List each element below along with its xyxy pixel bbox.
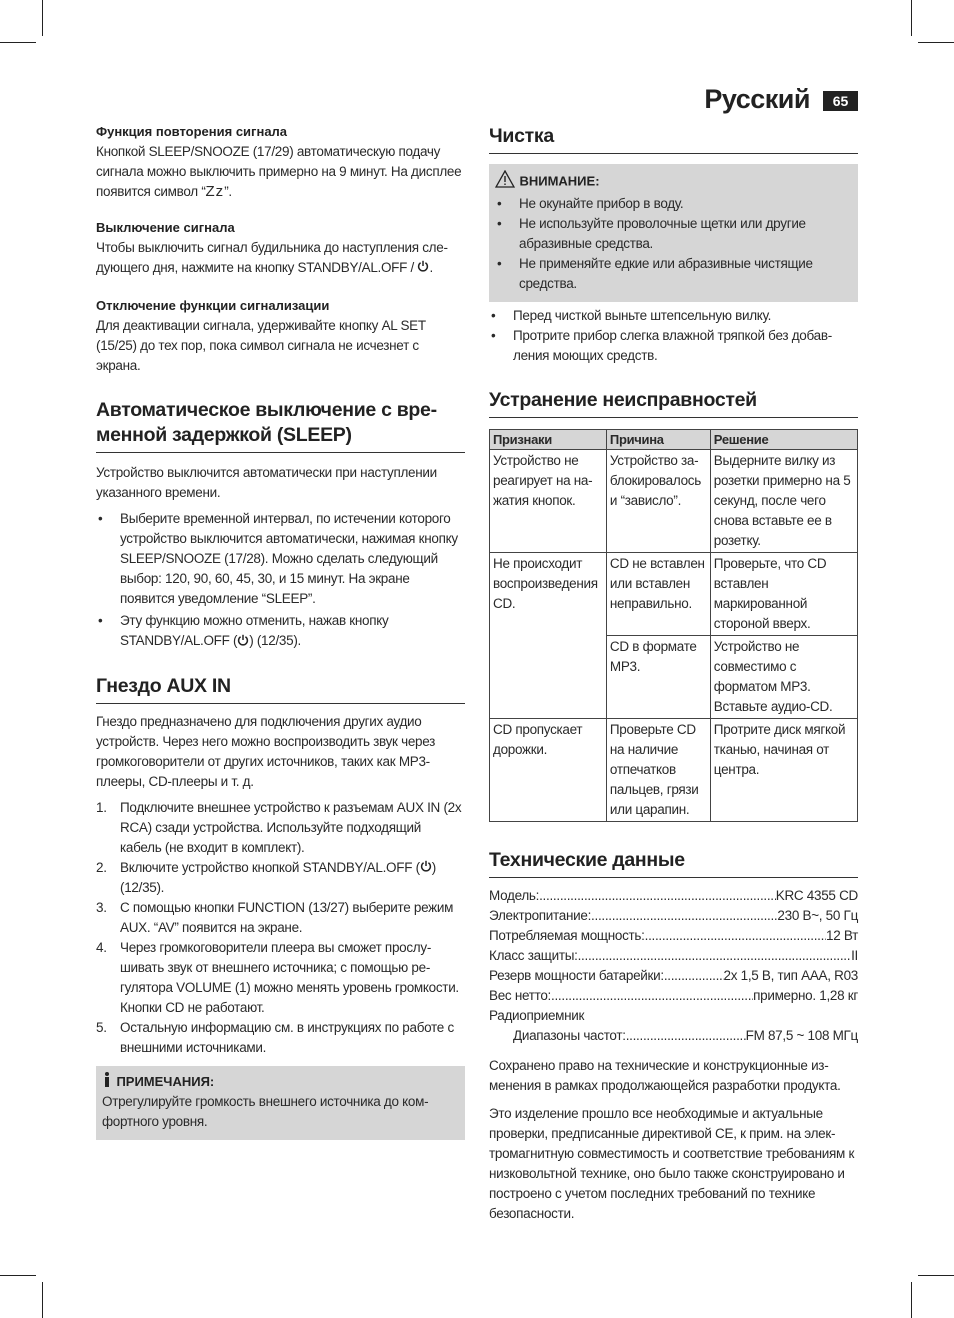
table-cell: Выдерните вилку из розетки примерно на 5 секунд, после чего снова вставьте ее в розетку. [710,450,857,553]
spec-row: Вес нетто: ..... примерно. 1,28 кг [489,986,858,1006]
spec-row: Электропитание: ..... 230 В~, 50 Гц [489,906,858,926]
table-cell: Проверьте CD на наличие отпечатков пальцев, грязи или царапин. [606,719,710,822]
deactivate-text: Для деактивации сигнала, удерживайте кнопку AL SET (15/25) до тех пор, пока символ сигнала не исчезнет с экрана. [96,318,426,374]
alarm-off-title: Выключение сигнала [96,220,235,235]
trouble-heading: Устранение неисправностей [489,388,858,418]
deactivate-title: Отключение функции сигнализации [96,298,330,314]
specs-list [489,886,858,1046]
table-cell: Устройство не реагирует на нажатия кнопок. [490,450,607,553]
table-cell: Протрите диск мягкой тканью, начиная от центра. [710,719,857,822]
compliance-text: Это изделение прошло все необходимые и актуальные проверки, предписанные директивой CE, к прим. на электромагнитную совместимость и соответствие требованиям к низковольтной технике, оно было также сконструировано и построено с учетом последних требований по технике безопасности. [489,1106,855,1221]
table-header-row [490,430,858,450]
list-item: • Не окунайте прибор в воду. [495,194,852,214]
table-cell: Устройство заблокировалось и “зависло”. [606,450,710,553]
note-text: Отрегулируйте громкость внешнего источника до комфортного уровня. [102,1094,429,1130]
snooze-symbol: Zz [205,183,225,200]
cleaning-heading: Чистка [489,124,858,154]
power-icon [417,258,429,278]
note-box [96,1066,465,1140]
table-row [490,450,858,553]
warning-list [495,194,852,294]
note-header [102,1072,459,1092]
sleep-heading: Автоматическое выключение с временной задержкой (SLEEP) [96,398,465,453]
list-item: 4. Через громкоговорители плеера вы сможет прослушивать звук от внешнего источника; с помощью регулятора VOLUME (1) можно менять уровень громкости. Кнопки CD не работают. [96,940,459,1016]
aux-heading: Гнездо AUX IN [96,674,465,704]
power-icon [420,858,432,878]
warning-header [495,170,852,193]
column-header: Причина [606,430,710,450]
spec-row: Резерв мощности батарейки: ..... 2x 1,5 В, тип AAA, R03 [489,966,858,986]
left-column [96,124,465,1140]
specs-heading: Технические данные [489,848,858,878]
warning-box [489,164,858,302]
crop-mark [0,1275,36,1276]
aux-steps [96,798,465,1058]
table-cell: Не происходит воспроизведения CD. [490,553,607,719]
table-cell: CD не вставлен или вставлен неправильно. [606,553,710,636]
table-cell: Проверьте, что CD вставлен маркированной стороной вверх. [710,553,857,636]
crop-mark [918,42,954,43]
repeat-text: Кнопкой SLEEP/SNOOZE (17/29) автоматическую подачу сигнала можно выключить примерно на 9 минут. На дисплее появится символ “Zz”. [96,144,462,200]
page-language-title: Русский [704,84,810,114]
table-cell: Устройство не совместимо с форматом MP3. Вставьте аудио-CD. [710,636,857,719]
spec-row: Класс защиты: ..... II [489,946,858,966]
spec-row: Потребляемая мощность: ..... 12 Вт [489,926,858,946]
right-column [489,124,858,1224]
spec-row: Модель: ..... KRC 4355 CD [489,886,858,906]
troubleshooting-table [489,429,858,822]
list-item: • Выберите временной интервал, по истечении которого устройство выключится автоматически, нажимая кнопку SLEEP/SNOOZE (17/28). Можно сделать следующий выбор: 120, 90, 60, 45, 30, и 15 минут. На экране появится уведомление “SLEEP”. [96,509,465,609]
sleep-bullets [96,509,465,651]
crop-mark [918,1275,954,1276]
list-item: • Протрите прибор слегка влажной тряпкой без добавления моющих средств. [489,326,858,366]
crop-mark [42,1282,43,1318]
table-row [490,719,858,822]
sleep-intro: Устройство выключится автоматически при наступлении указанного времени. [96,465,437,501]
table-row [490,553,858,636]
radio-label: Радиоприемник [489,1008,585,1023]
list-item: 2. Включите устройство кнопкой STANDBY/AL.OFF ( ) (12/35). [96,859,436,896]
list-item: 1. Подключите внешнее устройство к разъемам AUX IN (2x RCA) сзади устройства. Используйте подходящий кабель (не входит в комплект). [96,799,462,855]
alarm-off-text: Чтобы выключить сигнал будильника до наступления следующего дня, нажмите на кнопку STANDBY/AL.OFF / . [96,238,465,278]
column-header: Признаки [490,430,607,450]
page-number: 65 [823,91,858,111]
column-header: Решение [710,430,857,450]
list-item: 5. Остальную информацию см. в инструкциях по работе с внешними источниками. [96,1020,454,1056]
list-item: • Не применяйте едкие или абразивные чистящие средства. [495,254,852,294]
crop-mark [911,1282,912,1318]
power-icon [237,632,249,652]
note-title: ПРИМЕЧАНИЯ: [116,1074,215,1090]
list-item: 3. С помощью кнопки FUNCTION (13/27) выберите режим AUX. “AV” появится на экране. [96,900,454,936]
list-item: • Не используйте проволочные щетки или другие абразивные средства. [495,214,852,254]
warning-icon [495,170,515,193]
aux-intro: Гнездо предназначено для подключения других аудио устройств. Через него можно воспроизводить звук через громкоговорители от других источников, таких как MP3-плееры, CD-плееры и т. д. [96,713,436,789]
info-icon [102,1072,112,1092]
crop-mark [0,42,36,43]
list-item: • Эту функцию можно отменить, нажав кнопку STANDBY/AL.OFF ( ) (12/35). [96,611,465,651]
cleaning-list [489,306,858,366]
spec-row: Диапазоны частот: ..... FM 87,5 ~ 108 МГц [489,1026,858,1046]
crop-mark [42,0,43,36]
list-item: • Перед чисткой выньте штепсельную вилку. [489,306,858,326]
table-cell: CD в формате MP3. [606,636,710,719]
repeat-title: Функция повторения сигнала [96,124,288,139]
table-cell: CD пропускает дорожки. [490,719,607,822]
rights-text: Сохранено право на технические и конструкционные изменения в рамках продолжающейся разработки продукта. [489,1058,841,1093]
warning-title: ВНИМАНИЕ: [519,173,600,189]
crop-mark [911,0,912,36]
